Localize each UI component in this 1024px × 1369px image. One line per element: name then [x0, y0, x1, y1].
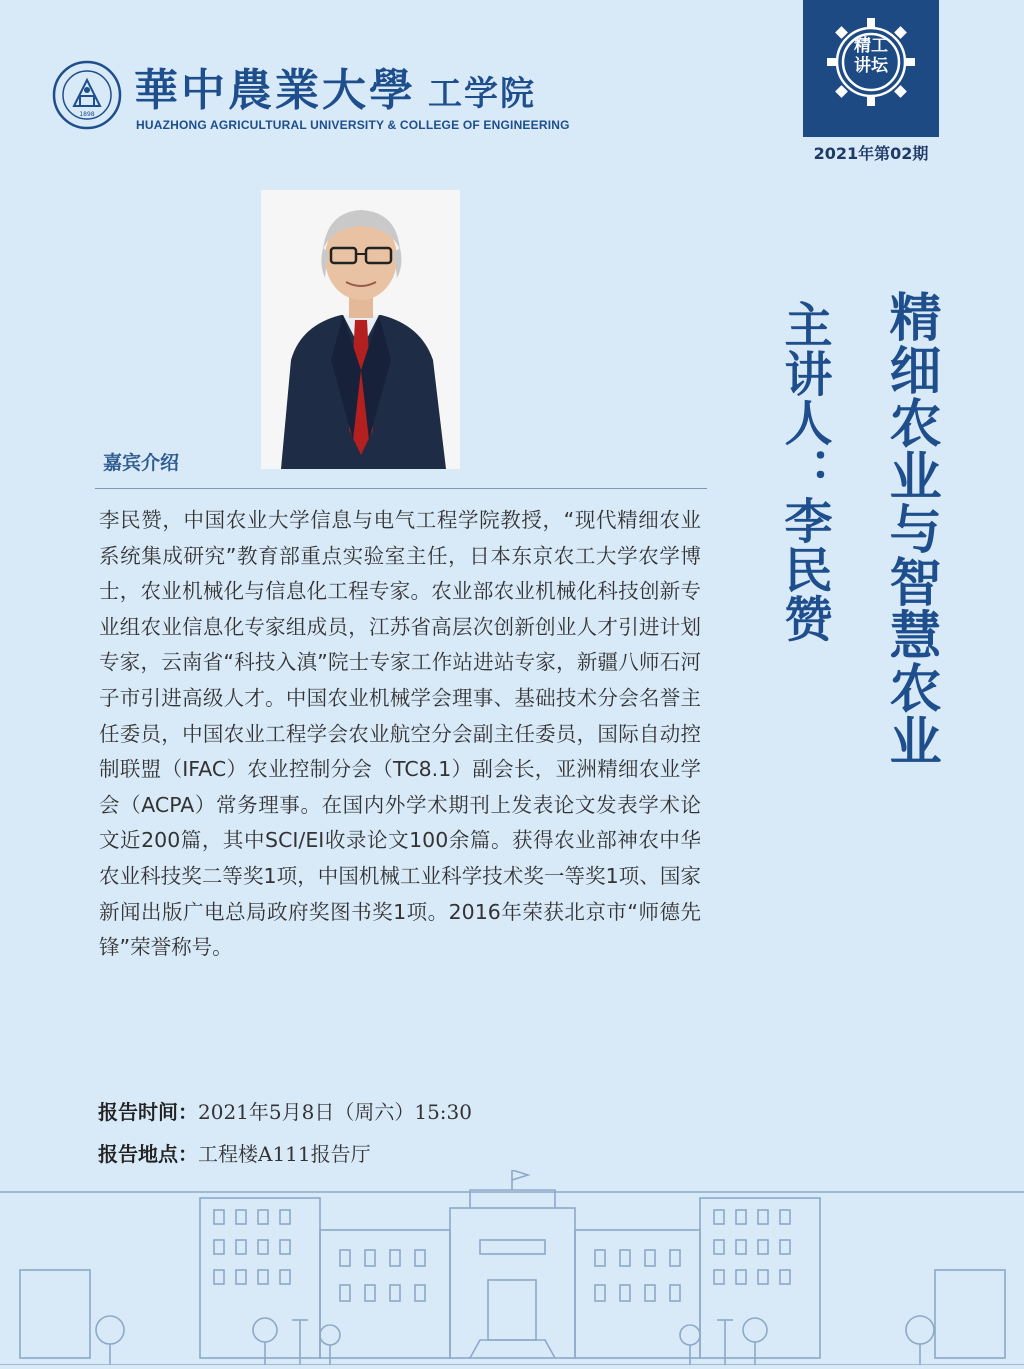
lecture-time — [98, 1096, 472, 1125]
university-name-en: HUAZHONG AGRICULTURAL UNIVERSITY & COLLEGE OF ENGINEERING — [136, 118, 570, 132]
divider — [95, 488, 707, 489]
speaker-name: 主讲人：李民赞 — [776, 300, 832, 643]
university-name-cn: 華中農業大學 工学院 — [134, 65, 536, 116]
lecture-time-value: 2021年5月8日（周六）15:30 — [198, 1100, 472, 1124]
lecture-series-badge — [803, 0, 939, 137]
series-name: 精工 讲坛 — [854, 36, 888, 76]
lecture-place-label: 报告地点： — [98, 1142, 198, 1166]
speaker-bio: 李民赞，中国农业大学信息与电气工程学院教授，“现代精细农业系统集成研究”教育部重点实验室主任，日本东京农工大学农学博士，农业机械化与信息化工程专家。农业部农业机械化科技创新专业组农业信息化专家组成员，江苏省高层次创新创业人才引进计划专家，云南省“科技入滇”院士专家工作站进站专家，新疆八师石河子市引进高级人才。中国农业机械学会理事、基础技术分会名誉主任委员，中国农业工程学会农业航空分会副主任委员，国际自动控制联盟（IFAC）农业控制分会（TC8.1）副会长，亚洲精细农业学会（ACPA）常务理事。在国内外学术期刊上发表论文发表学术论文近200篇，其中SCI/EI收录论文100余篇。获得农业部神农中华农业科技奖二等奖1项，中国机械工业科学技术奖一等奖1项、国家新闻出版广电总局政府奖图书奖1项。2016年荣获北京市“师德先锋”荣誉称号。 — [99, 508, 701, 960]
guest-intro-heading: 嘉宾介绍 — [103, 452, 180, 474]
speaker-photo — [261, 190, 460, 469]
lecture-time-label: 报告时间： — [98, 1100, 198, 1124]
issue-number: 2021年第02期 — [813, 144, 929, 163]
lecture-place — [98, 1138, 371, 1167]
university-seal-icon — [52, 60, 122, 130]
college-name-cn: 工学院 — [428, 74, 536, 114]
university-logo — [52, 52, 570, 142]
lecture-place-value: 工程楼A111报告厅 — [198, 1142, 371, 1166]
campus-building-illustration — [0, 1170, 1024, 1365]
svg-text:1898: 1898 — [79, 111, 95, 118]
lecture-topic: 精细农业与智慧农业 — [880, 290, 940, 767]
